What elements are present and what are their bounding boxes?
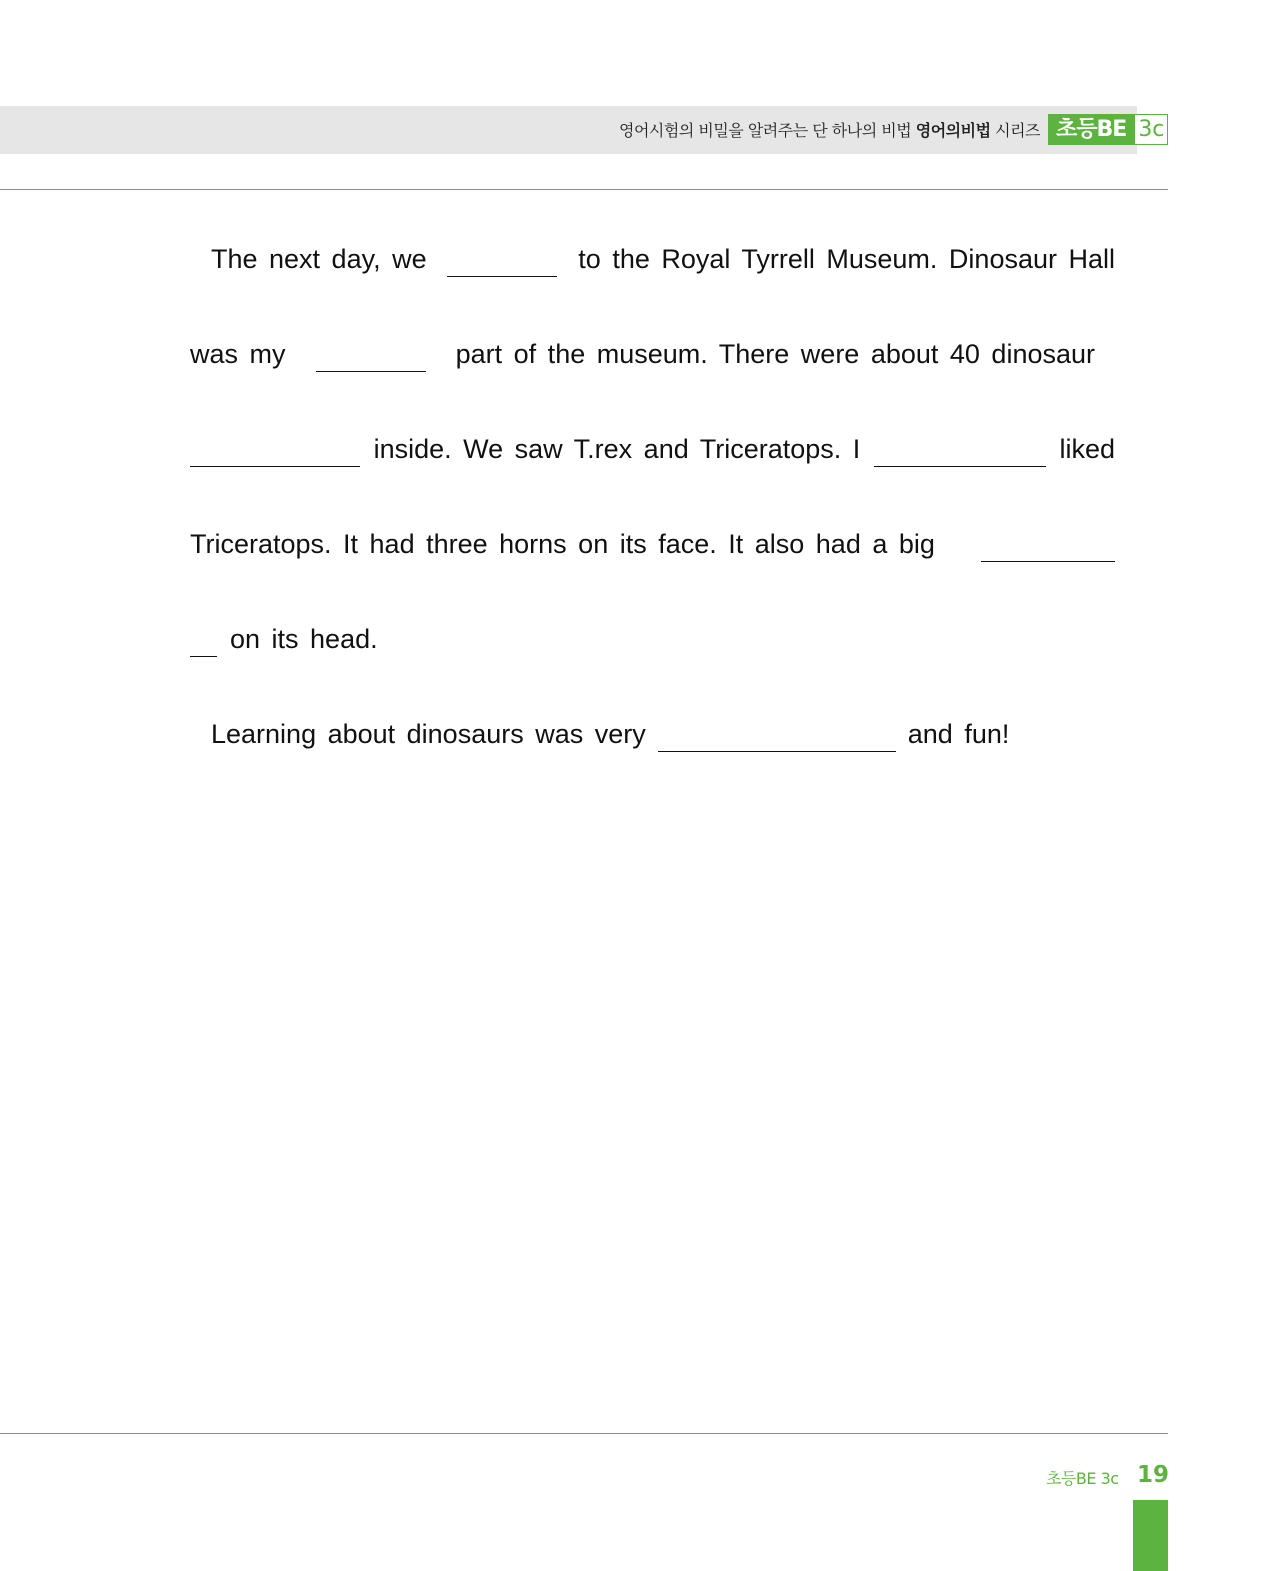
series-suffix: 시리즈 xyxy=(995,121,1040,140)
page-number: 19 xyxy=(1137,1462,1170,1488)
footer-book-label: 초등BE 3c xyxy=(1046,1469,1119,1488)
passage xyxy=(190,244,1115,814)
blank-1[interactable] xyxy=(447,244,557,277)
text-segment: inside. We saw T.rex and Triceratops. I xyxy=(373,434,861,464)
text-segment: The next day, we xyxy=(211,244,427,274)
page-tab xyxy=(1133,1500,1168,1571)
header-tagline xyxy=(619,118,1040,141)
blank-2[interactable] xyxy=(316,339,426,372)
text-segment: Learning about dinosaurs was very xyxy=(211,719,646,749)
text-segment: and fun! xyxy=(907,719,1010,749)
badge-level: 3c xyxy=(1134,114,1168,145)
text-segment: part of the museum. There were about 40 dinosaur xyxy=(455,339,1095,369)
blank-4[interactable] xyxy=(874,434,1046,467)
passage-line-2 xyxy=(190,339,1095,434)
text-segment: Triceratops. It had three horns on its face. It also had a big xyxy=(190,529,935,559)
badge-main: 초등BE xyxy=(1048,114,1134,145)
top-divider xyxy=(0,189,1168,190)
bottom-divider xyxy=(0,1433,1168,1434)
passage-line-1 xyxy=(190,244,1115,339)
text-segment: was my xyxy=(190,339,286,369)
blank-5-continued[interactable] xyxy=(190,624,217,657)
passage-line-4 xyxy=(190,529,1115,624)
text-segment: to the Royal Tyrrell Museum. Dinosaur Hall xyxy=(578,244,1115,274)
text-segment: on its head. xyxy=(230,624,378,654)
series-name: 영어의비법 xyxy=(915,121,991,140)
blank-3[interactable] xyxy=(190,434,360,467)
passage-line-5 xyxy=(190,624,1115,719)
text-segment: liked xyxy=(1059,434,1115,464)
passage-line-6 xyxy=(190,719,1115,814)
series-badge xyxy=(1048,114,1168,145)
blank-5[interactable] xyxy=(981,529,1115,562)
blank-6[interactable] xyxy=(658,719,896,752)
tagline-text: 영어시험의 비밀을 알려주는 단 하나의 비법 xyxy=(619,121,912,140)
passage-line-3 xyxy=(190,434,1115,529)
